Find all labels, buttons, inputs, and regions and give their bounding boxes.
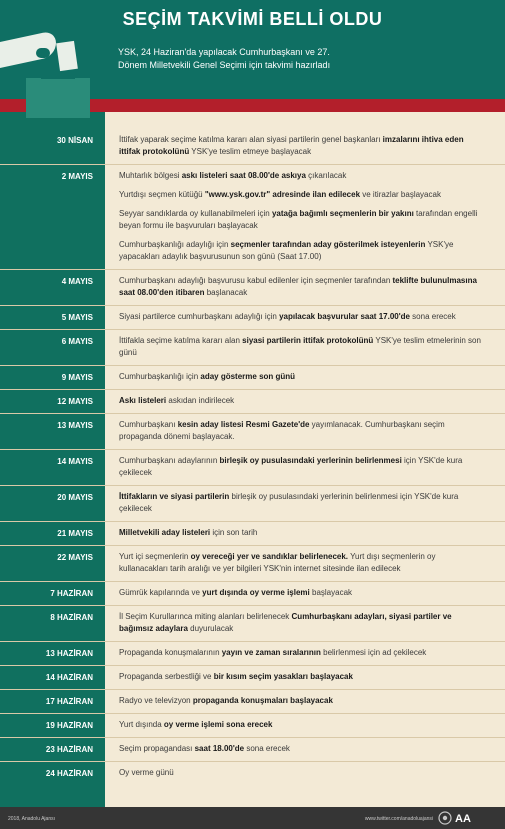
description-paragraph — [119, 239, 483, 263]
text: Seçim propagandası — [119, 744, 195, 753]
text: çıkarılacak — [305, 171, 347, 180]
schedule-description — [105, 582, 505, 605]
schedule-date: 17 HAZİRAN — [45, 697, 93, 706]
text: Yurt dışında — [119, 720, 164, 729]
ballot-paper-icon — [56, 41, 78, 71]
schedule-description — [105, 306, 505, 329]
description-paragraph — [119, 671, 483, 683]
text: başlayacak — [309, 588, 353, 597]
schedule-date: 19 HAZİRAN — [45, 721, 93, 730]
text: İttifakla seçime katılma kararı alan — [119, 336, 243, 345]
schedule-description — [105, 450, 505, 485]
bold-text: yurt dışında oy verme işlemi — [202, 588, 310, 597]
schedule-date: 30 NİSAN — [56, 136, 93, 145]
schedule-row — [0, 582, 505, 606]
text: Propaganda serbestliği ve — [119, 672, 214, 681]
schedule-date: 7 HAZİRAN — [50, 589, 93, 598]
schedule-row — [0, 642, 505, 666]
schedule-row — [0, 330, 505, 366]
text: Cumhurbaşkanlığı adaylığı için — [119, 240, 231, 249]
bold-text: siyasi partilerin ittifak protokolünü — [242, 336, 374, 345]
description-paragraph — [119, 134, 483, 158]
schedule-date: 20 MAYIS — [57, 493, 93, 502]
schedule-row — [0, 738, 505, 762]
bold-text: yayın ve zaman sıralarının — [221, 648, 321, 657]
schedule-description — [105, 642, 505, 665]
schedule-row — [0, 165, 505, 270]
schedule-date: 12 MAYIS — [57, 397, 93, 406]
text: İttifak yaparak seçime katılma kararı alan siyasi partilerin genel başkanları — [119, 135, 383, 144]
text: Radyo ve televizyon — [119, 696, 193, 705]
schedule-description — [105, 330, 505, 365]
text: ve itirazlar başlayacak — [360, 190, 441, 199]
schedule-description — [105, 606, 505, 641]
text: Seyyar sandıklarda oy kullanabilmeleri için — [119, 209, 272, 218]
description-paragraph — [119, 371, 483, 383]
text: Oy verme günü — [119, 768, 174, 777]
schedule-row — [0, 129, 505, 165]
schedule-description — [105, 414, 505, 449]
bold-text: İttifakların ve siyasi partilerin — [119, 492, 230, 501]
page-subtitle: YSK, 24 Haziran'da yapılacak Cumhurbaşkanı ve 27. Dönem Milletvekili Genel Seçimi için takvimi hazırladı — [118, 47, 331, 70]
schedule-row — [0, 414, 505, 450]
aa-logo — [437, 811, 495, 825]
schedule-description — [105, 129, 505, 164]
text: Cumhurbaşkanı adaylarının — [119, 456, 220, 465]
bold-text: oy verme işlemi sona erecek — [163, 720, 273, 729]
ballot-box-slot — [41, 73, 75, 79]
schedule-date: 13 MAYIS — [57, 421, 93, 430]
schedule-date: 21 MAYIS — [57, 529, 93, 538]
schedule-row — [0, 486, 505, 522]
schedule-date: 6 MAYIS — [61, 337, 93, 346]
schedule-row — [0, 522, 505, 546]
schedule-row — [0, 762, 505, 785]
bold-text: askı listeleri saat 08.00'de askıya — [181, 171, 306, 180]
schedule-description — [105, 522, 505, 545]
schedule-description — [105, 486, 505, 521]
description-paragraph — [119, 587, 483, 599]
text: yayımlanacak. Cumhurbaşkanı seçim propaganda dönemi başlayacak. — [119, 420, 445, 441]
schedule-row — [0, 390, 505, 414]
schedule-date: 4 MAYIS — [61, 277, 93, 286]
schedule-date: 14 HAZİRAN — [45, 673, 93, 682]
text: Cumhurbaşkanı adaylığı başvurusu kabul edilenler için seçmenler tarafından — [119, 276, 393, 285]
schedule-description — [105, 546, 505, 581]
text: Muhtarlık bölgesi — [119, 171, 182, 180]
description-paragraph — [119, 491, 483, 515]
schedule-row — [0, 450, 505, 486]
text: İl Seçim Kurullarınca miting alanları belirlenecek — [119, 612, 292, 621]
description-paragraph — [119, 695, 483, 707]
text: tarafından engelli beyan formu ile başvuruları başlayacak — [119, 209, 478, 230]
bold-text: yapılacak başvurular saat 17.00'de — [279, 312, 410, 321]
text: için YSK'de kura çekilecek — [119, 456, 463, 477]
description-paragraph — [119, 275, 483, 299]
text: başlanacak — [204, 288, 248, 297]
schedule-row — [0, 714, 505, 738]
description-paragraph — [119, 611, 483, 635]
schedule-description — [105, 690, 505, 713]
text: Gümrük kapılarında ve — [119, 588, 203, 597]
schedule-description — [105, 165, 505, 269]
text: Yurtdışı seçmen kütüğü — [119, 190, 205, 199]
description-paragraph — [119, 395, 483, 407]
text: sona erecek — [409, 312, 456, 321]
schedule-description — [105, 714, 505, 737]
description-paragraph — [119, 170, 483, 182]
bold-text: Askı listeleri — [119, 396, 167, 405]
bold-text: aday gösterme son günü — [200, 372, 296, 381]
schedule-row — [0, 690, 505, 714]
text: sona erecek — [244, 744, 290, 753]
page-title: SEÇİM TAKVİMİ BELLİ OLDU — [122, 9, 383, 29]
description-paragraph — [119, 551, 483, 575]
schedule-row — [0, 366, 505, 390]
footer-social[interactable]: www.twitter.com/anadoluajansi — [364, 816, 433, 822]
description-paragraph — [119, 189, 483, 201]
text: Yurt içi seçmenlerin — [119, 552, 191, 561]
schedule-description — [105, 666, 505, 689]
text: askıdan indirilecek — [166, 396, 235, 405]
description-paragraph — [119, 647, 483, 659]
schedule-date: 5 MAYIS — [61, 313, 93, 322]
footer-credit: 2018, Anadolu Ajansı — [8, 816, 55, 822]
hand-detail — [36, 48, 50, 58]
text: YSK'ye teslim etmeye başlayacak — [189, 147, 312, 156]
bold-text: birleşik oy pusulasındaki yerlerinin belirlenmesi — [219, 456, 402, 465]
schedule-date: 14 MAYIS — [57, 457, 93, 466]
description-paragraph — [119, 719, 483, 731]
description-paragraph — [119, 208, 483, 232]
text: için son tarih — [210, 528, 258, 537]
schedule-description — [105, 366, 505, 389]
schedule-date: 8 HAZİRAN — [50, 613, 93, 622]
description-paragraph — [119, 311, 483, 323]
description-paragraph — [119, 419, 483, 443]
bold-text: "www.ysk.gov.tr" adresinde ilan edilecek — [204, 190, 361, 199]
bold-text: Milletvekili aday listeleri — [119, 528, 211, 537]
description-paragraph — [119, 527, 483, 539]
bold-text: teklifte bulunulmasına saat 08.00'den itibaren — [119, 276, 477, 297]
text: Siyasi partilerce cumhurbaşkanı adaylığı için — [119, 312, 280, 321]
bold-text: bir kısım seçim yasakları başlayacak — [213, 672, 353, 681]
bold-text: Cumhurbaşkanı adayları, siyasi partiler ve bağımsız adaylara — [119, 612, 452, 633]
bold-text: yatağa bağımlı seçmenlerin bir yakını — [271, 209, 414, 218]
schedule-description — [105, 390, 505, 413]
bold-text: imzalarını ihtiva eden ittifak protokolünü — [119, 135, 464, 156]
schedule-date: 13 HAZİRAN — [45, 649, 93, 658]
description-paragraph — [119, 335, 483, 359]
text: belirlenmesi için ad çekilecek — [320, 648, 427, 657]
footer — [0, 807, 505, 829]
logo-text: AA — [455, 813, 471, 825]
schedule-list — [0, 129, 505, 785]
text: duyurulacak — [187, 624, 234, 633]
schedule-row — [0, 306, 505, 330]
text: Propaganda konuşmalarının — [119, 648, 222, 657]
description-paragraph — [119, 743, 483, 755]
schedule-description — [105, 762, 505, 785]
description-paragraph — [119, 767, 483, 779]
ballot-box-icon — [26, 78, 90, 118]
text: YSK'ye yapacakları adaylık başvurusunun son günü (Saat 17.00) — [119, 240, 454, 261]
schedule-row — [0, 606, 505, 642]
schedule-date: 22 MAYIS — [57, 553, 93, 562]
schedule-date: 24 HAZİRAN — [45, 769, 93, 778]
bold-text: saat 18.00'de — [194, 744, 245, 753]
text: Cumhurbaşkanlığı için — [119, 372, 201, 381]
bold-text: seçmenler tarafından aday gösterilmek isteyenlerin — [230, 240, 426, 249]
text: YSK'ye teslim etmelerinin son günü — [119, 336, 481, 357]
description-paragraph — [119, 455, 483, 479]
schedule-row — [0, 666, 505, 690]
bold-text: propaganda konuşmaları başlayacak — [192, 696, 333, 705]
text: Cumhurbaşkanı — [119, 420, 178, 429]
schedule-description — [105, 270, 505, 305]
schedule-date: 9 MAYIS — [61, 373, 93, 382]
schedule-row — [0, 546, 505, 582]
text: Yurt dışı seçmenlerin oy kullanacakları tarih aralığı ve yer bilgileri YSK'nin internet sitesinde ilan edilecek — [119, 552, 436, 573]
schedule-description — [105, 738, 505, 761]
bold-text: kesin aday listesi Resmi Gazete'de — [177, 420, 310, 429]
schedule-date: 23 HAZİRAN — [45, 745, 93, 754]
text: birleşik oy pusulasındaki yerlerinin belirlenmesi için YSK'de kura çekilecek — [119, 492, 459, 513]
schedule-row — [0, 270, 505, 306]
bold-text: oy vereceği yer ve sandıklar belirlenecek. — [190, 552, 349, 561]
schedule-date: 2 MAYIS — [61, 172, 93, 181]
